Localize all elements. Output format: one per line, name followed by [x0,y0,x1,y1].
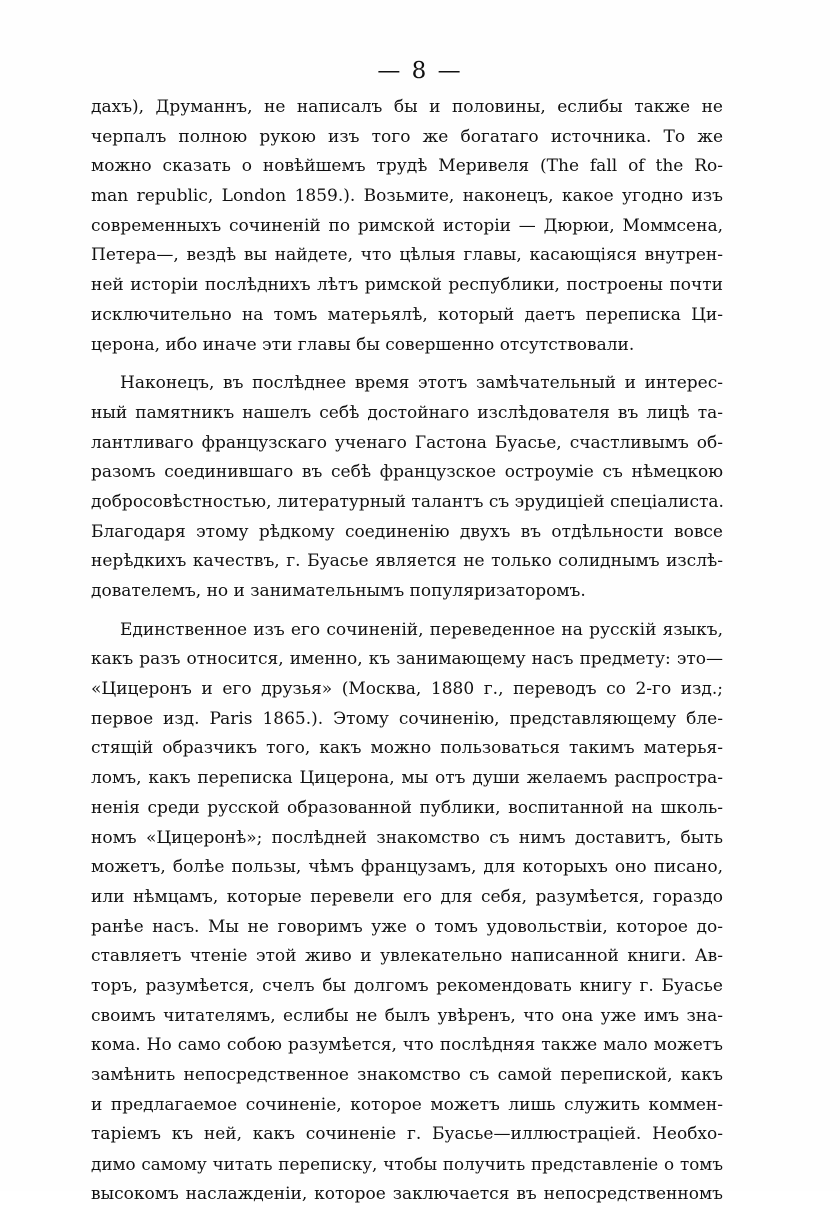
text-line: димо самому читать переписку, чтобы получить представленіе о томъ [91,1154,723,1175]
text-line: Наконецъ, въ послѣднее время этотъ замѣчательный и интерес- [120,373,723,394]
page-number: — 8 — [377,58,463,84]
body-text [91,93,723,1209]
text-line: высокомъ наслажденіи, которое заключается въ непосредственномъ [91,1183,723,1204]
text-line: добросовѣстностью, литературный талантъ съ эрудиціей спеціалиста. [91,491,724,512]
text-line: можно сказать о новѣйшемъ трудѣ Меривеля (The fall of the Ro- [91,156,723,177]
text-line: замѣнить непосредственное знакомство съ самой перепиской, какъ [91,1065,723,1085]
text-line: ставляетъ чтеніе этой живо и увлекательно написанной книги. Ав- [91,946,723,967]
text-line: какъ разъ относится, именно, къ занимающему насъ предмету: это— [91,649,723,670]
text-line: дователемъ, но и занимательнымъ популяризаторомъ. [91,581,586,601]
text-line: ный памятникъ нашелъ себѣ достойнаго изслѣдователя въ лицѣ та- [91,402,723,423]
text-line: Петера—, вездѣ вы найдете, что цѣлыя главы, касающіяся внутрен- [91,245,723,266]
text-line: современныхъ сочиненій по римской исторіи — Дюрюи, Моммсена, [91,215,723,236]
text-line: таріемъ къ ней, какъ сочиненіе г. Буасье—иллюстраціей. Необхо- [91,1124,723,1145]
text-line: лантливаго французскаго ученаго Гастона Буасье, счастливымъ об- [91,432,723,453]
text-line: ранѣе насъ. Мы не говоримъ уже о томъ удовольствіи, которое до- [91,916,723,937]
text-line: номъ «Цицеронѣ»; послѣдней знакомство съ нимъ доставитъ, быть [91,827,723,848]
text-line: кома. Но само собою разумѣется, что послѣдняя также мало можетъ [91,1035,723,1056]
paragraph-3 [91,616,723,1209]
text-line: ней исторіи послѣднихъ лѣтъ римской республики, построены почти [91,275,723,296]
text-line: дахъ), Друманнъ, не написалъ бы и половины, еслибы также не [91,97,723,117]
text-line: Единственное изъ его сочиненій, переведенное на русскій языкъ, [120,619,723,640]
text-line: своимъ читателямъ, еслибы не былъ увѣренъ, что она уже имъ зна- [91,1005,723,1026]
paragraph-1 [91,93,723,360]
text-line: ненія среди русской образованной публики, воспитанной на школь- [91,797,723,818]
text-line: церона, ибо иначе эти главы бы совершенно отсутствовали. [91,334,635,355]
text-line: черпалъ полною рукою изъ того же богатаго источника. То же [91,126,723,147]
text-line: торъ, разумѣется, счелъ бы долгомъ рекомендовать книгу г. Буасье [91,975,723,996]
text-line: можетъ, болѣе пользы, чѣмъ французамъ, для которыхъ оно писано, [91,857,723,878]
text-line: исключительно на томъ матерьялѣ, который даетъ переписка Ци- [91,304,723,325]
text-line: и предлагаемое сочиненіе, которое можетъ лишь служить коммен- [91,1094,723,1115]
text-line: или нѣмцамъ, которые перевели его для себя, разумѣется, гораздо [91,886,723,907]
text-line: «Цицеронъ и его друзья» (Москва, 1880 г., переводъ со 2-го изд.; [91,679,723,700]
text-line: ломъ, какъ переписка Цицерона, мы отъ души желаемъ распростра- [91,768,723,789]
paragraph-2 [91,369,723,607]
text-line: первое изд. Paris 1865.). Этому сочиненію, представляющему бле- [91,708,723,729]
text-line: man republic, London 1859.). Возьмите, наконецъ, какое угодно изъ [91,186,723,207]
text-line: Благодаря этому рѣдкому соединенію двухъ въ отдѣльности вовсе [91,521,723,542]
text-line: разомъ соединившаго въ себѣ французское остроуміе съ нѣмецкою [91,462,723,483]
text-line: стящій образчикъ того, какъ можно пользоваться такимъ матерья- [91,738,723,759]
text-line: нерѣдкихъ качествъ, г. Буасье является не только солиднымъ изслѣ- [91,551,723,572]
